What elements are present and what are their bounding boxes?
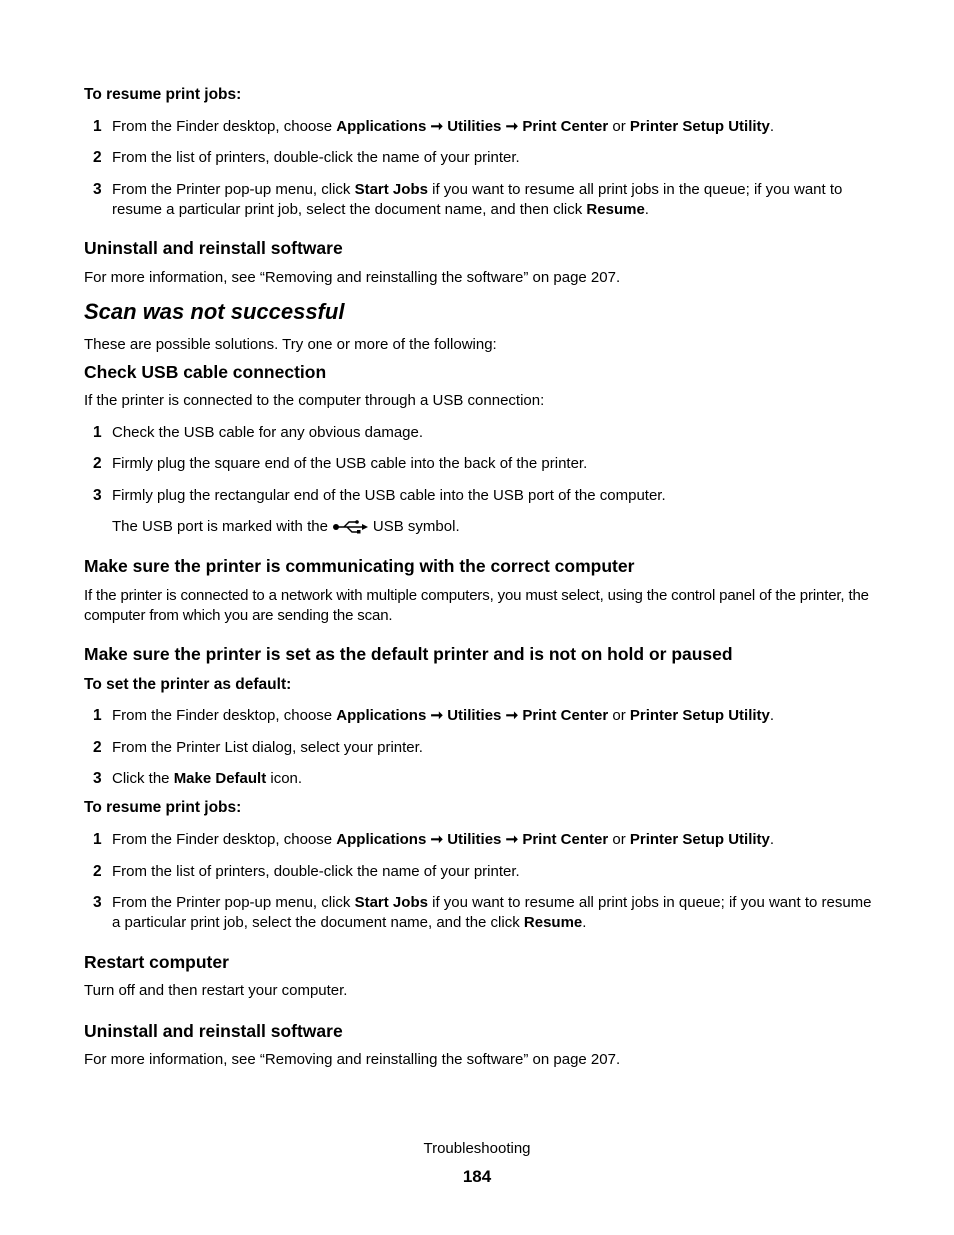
- paragraph: For more information, see “Removing and reinstalling the software” on page 207.: [84, 1051, 621, 1068]
- page-number: 184: [462, 1167, 492, 1186]
- arrow-icon: ➞: [430, 831, 444, 848]
- arrow-icon: ➞: [505, 707, 519, 724]
- paragraph: If the printer is connected to the computer through a USB connection:: [84, 392, 545, 409]
- arrow-icon: ➞: [430, 707, 444, 724]
- step-number: 2: [93, 455, 102, 472]
- step-number: 1: [93, 118, 102, 135]
- step-number: 3: [93, 487, 102, 504]
- paragraph: Turn off and then restart your computer.: [84, 982, 348, 999]
- list-item: 3 Firmly plug the rectangular end of the USB cable into the USB port of the computer.: [93, 487, 666, 504]
- footer-section-label: Troubleshooting: [423, 1140, 531, 1157]
- step-number: 1: [93, 831, 102, 848]
- list-item: 1 Check the USB cable for any obvious damage.: [93, 424, 424, 441]
- step-number: 2: [93, 739, 102, 756]
- usb-symbol-icon: [332, 520, 368, 540]
- list-item: 1 From the Finder desktop, choose Applications ➞ Utilities ➞ Print Center or Printer Setup Utility.: [93, 831, 775, 848]
- list-item: 3 From the Printer pop-up menu, click Start Jobs if you want to resume all print jobs in the queue; if you want to resume a particular print job, select the document name, and then click Resume.: [93, 181, 843, 218]
- arrow-icon: ➞: [430, 118, 444, 135]
- resume-subheading: To resume print jobs:: [84, 86, 242, 103]
- list-item: 2 Firmly plug the square end of the USB cable into the back of the printer.: [93, 455, 588, 472]
- list-item: 1 From the Finder desktop, choose Applications ➞ Utilities ➞ Print Center or Printer Setup Utility.: [93, 118, 775, 135]
- usb-note: The USB port is marked with the USB symbol.: [84, 517, 874, 540]
- step-number: 1: [93, 424, 102, 441]
- page-title: Scan was not successful: [84, 299, 345, 324]
- step-number: 3: [93, 181, 102, 198]
- paragraph: These are possible solutions. Try one or more of the following:: [84, 336, 497, 353]
- section-heading: Restart computer: [84, 952, 229, 972]
- list-item: 3 Click the Make Default icon.: [93, 770, 303, 787]
- list-item: 2 From the list of printers, double-click the name of your printer.: [93, 149, 520, 166]
- default-subheading: To set the printer as default:: [84, 676, 292, 693]
- section-heading: Make sure the printer is communicating with the correct computer: [84, 556, 635, 576]
- list-item: 3 From the Printer pop-up menu, click Start Jobs if you want to resume all print jobs in queue; if you want to resume a particular print job, select the document name, and the click Resume.: [93, 894, 872, 931]
- section-heading: Uninstall and reinstall software: [84, 1021, 343, 1041]
- list-item: 1 From the Finder desktop, choose Applications ➞ Utilities ➞ Print Center or Printer Setup Utility.: [93, 707, 775, 724]
- resume-subheading: To resume print jobs:: [84, 799, 242, 816]
- paragraph: If the printer is connected to a network with multiple computers, you must select, using the control panel of the printer, the computer from which you are sending the scan.: [84, 587, 869, 624]
- section-heading: Make sure the printer is set as the default printer and is not on hold or paused: [84, 644, 733, 664]
- list-item: 2 From the Printer List dialog, select your printer.: [93, 739, 423, 756]
- section-heading: Uninstall and reinstall software: [84, 238, 343, 258]
- arrow-icon: ➞: [505, 831, 519, 848]
- step-number: 3: [93, 894, 102, 911]
- section-heading: Check USB cable connection: [84, 362, 327, 382]
- step-number: 3: [93, 770, 102, 787]
- step-number: 2: [93, 149, 102, 166]
- step-number: 1: [93, 707, 102, 724]
- arrow-icon: ➞: [505, 118, 519, 135]
- paragraph: For more information, see “Removing and reinstalling the software” on page 207.: [84, 269, 621, 286]
- step-number: 2: [93, 863, 102, 880]
- list-item: 2 From the list of printers, double-click the name of your printer.: [93, 863, 520, 880]
